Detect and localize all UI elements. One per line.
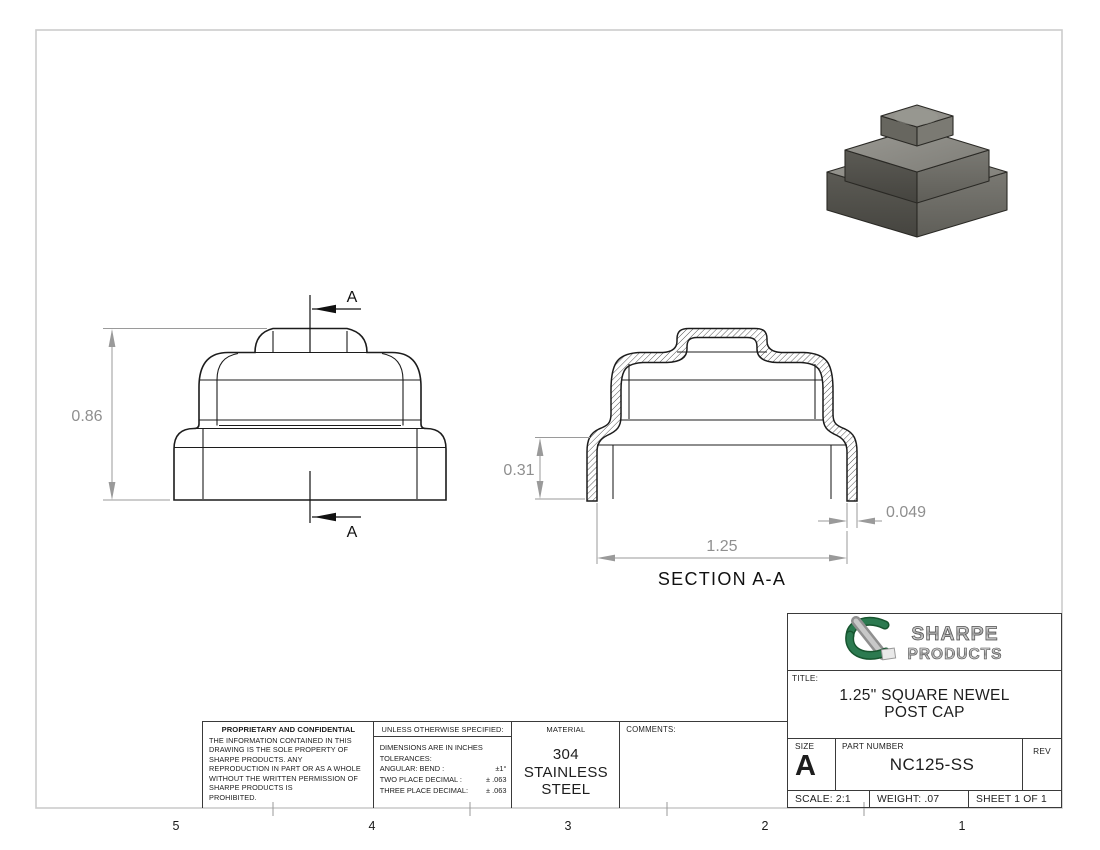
tolerance-row	[380, 775, 507, 786]
proprietary-line: REPRODUCTION IN PART OR AS A WHOLE	[209, 764, 361, 774]
dim-base-height	[535, 438, 590, 500]
zone-number: 1	[958, 819, 966, 833]
section-letter-bottom: A	[346, 524, 358, 541]
rev-label: REV	[1033, 746, 1051, 756]
sheet-value: SHEET 1 OF 1	[968, 791, 1061, 807]
material-line: 304	[552, 746, 579, 763]
dim-text-height: 0.86	[71, 408, 103, 425]
section-letter-top: A	[346, 289, 358, 306]
tolerances-header: UNLESS OTHERWISE SPECIFIED:	[374, 722, 512, 737]
tolerance-label: THREE PLACE DECIMAL:	[379, 785, 469, 795]
proprietary-line: PROHIBITED.	[209, 792, 257, 802]
material-block	[512, 722, 620, 808]
comments-block	[620, 722, 787, 808]
proprietary-title: PROPRIETARY AND CONFIDENTIAL	[221, 725, 356, 734]
tolerances-line: TOLERANCES:	[379, 753, 432, 763]
drawing-title-line1: 1.25" SQUARE NEWEL	[839, 687, 1010, 704]
tolerance-value: ±1°	[495, 764, 507, 774]
proprietary-block	[203, 722, 374, 808]
comments-label: COMMENTS:	[626, 725, 676, 734]
part-number-label: PART NUMBER	[842, 741, 904, 751]
front-view	[71, 289, 446, 541]
tolerance-label: TWO PLACE DECIMAL :	[379, 775, 462, 785]
title-section	[788, 670, 1061, 738]
material-line: STAINLESS	[523, 763, 608, 781]
proprietary-line: DRAWING IS THE SOLE PROPERTY OF	[209, 745, 349, 755]
title-block	[787, 613, 1062, 808]
zone-number: 5	[172, 819, 180, 833]
scale-value: SCALE: 2:1	[795, 793, 851, 805]
dim-text-base-height: 0.31	[503, 462, 535, 479]
sharpe-logo-icon	[850, 621, 896, 660]
weight-value: WEIGHT: .07	[869, 791, 968, 807]
material-header: MATERIAL	[546, 725, 586, 734]
proprietary-line: THE INFORMATION CONTAINED IN THIS	[209, 736, 352, 745]
tolerance-value: ± .063	[485, 775, 507, 785]
dim-text-inner-width: 1.25	[706, 538, 738, 555]
part-number-value: NC125-SS	[889, 755, 975, 774]
size-value: A	[795, 750, 816, 782]
zone-numbers	[173, 819, 966, 833]
tolerances-line: DIMENSIONS ARE IN INCHES	[379, 743, 483, 752]
zone-number: 3	[564, 819, 572, 833]
proprietary-line: WITHOUT THE WRITTEN PERMISSION OF	[209, 773, 358, 783]
tolerance-row	[380, 764, 507, 775]
section-cut-line	[310, 289, 361, 541]
tolerance-value: ± .063	[485, 785, 507, 795]
size-label: SIZE	[795, 741, 815, 751]
scale-row	[788, 790, 1061, 807]
iso-view	[827, 105, 1007, 237]
tolerance-label: ANGULAR: BEND :	[379, 764, 445, 774]
brand-name-line2: PRODUCTS	[907, 646, 1003, 663]
material-line: STEEL	[541, 781, 591, 799]
material-value	[512, 746, 619, 799]
tolerance-row	[380, 786, 507, 797]
proprietary-line: SHARPE PRODUCTS IS	[209, 783, 293, 793]
zone-number: 2	[761, 819, 769, 833]
size-part-rev-row	[788, 738, 1061, 790]
zone-number: 4	[368, 819, 376, 833]
rev-cell	[1023, 739, 1061, 790]
dim-wall-thickness	[818, 503, 882, 528]
dim-text-wall: 0.049	[886, 504, 927, 521]
size-cell	[788, 739, 836, 790]
dim-overall-height	[103, 329, 267, 501]
part-number-cell	[836, 739, 1023, 790]
proprietary-line: SHARPE PRODUCTS. ANY	[209, 754, 303, 764]
section-view	[503, 329, 926, 590]
title-label: TITLE:	[792, 673, 819, 683]
brand-logo	[788, 614, 1061, 670]
section-view-label: SECTION A-A	[657, 569, 787, 589]
tolerances-block	[374, 722, 513, 808]
drawing-title	[792, 687, 1057, 722]
info-strip	[202, 721, 787, 808]
drawing-title-line2: POST CAP	[884, 704, 965, 722]
brand-name-line1: SHARPE	[911, 623, 999, 645]
proprietary-body	[209, 736, 368, 802]
